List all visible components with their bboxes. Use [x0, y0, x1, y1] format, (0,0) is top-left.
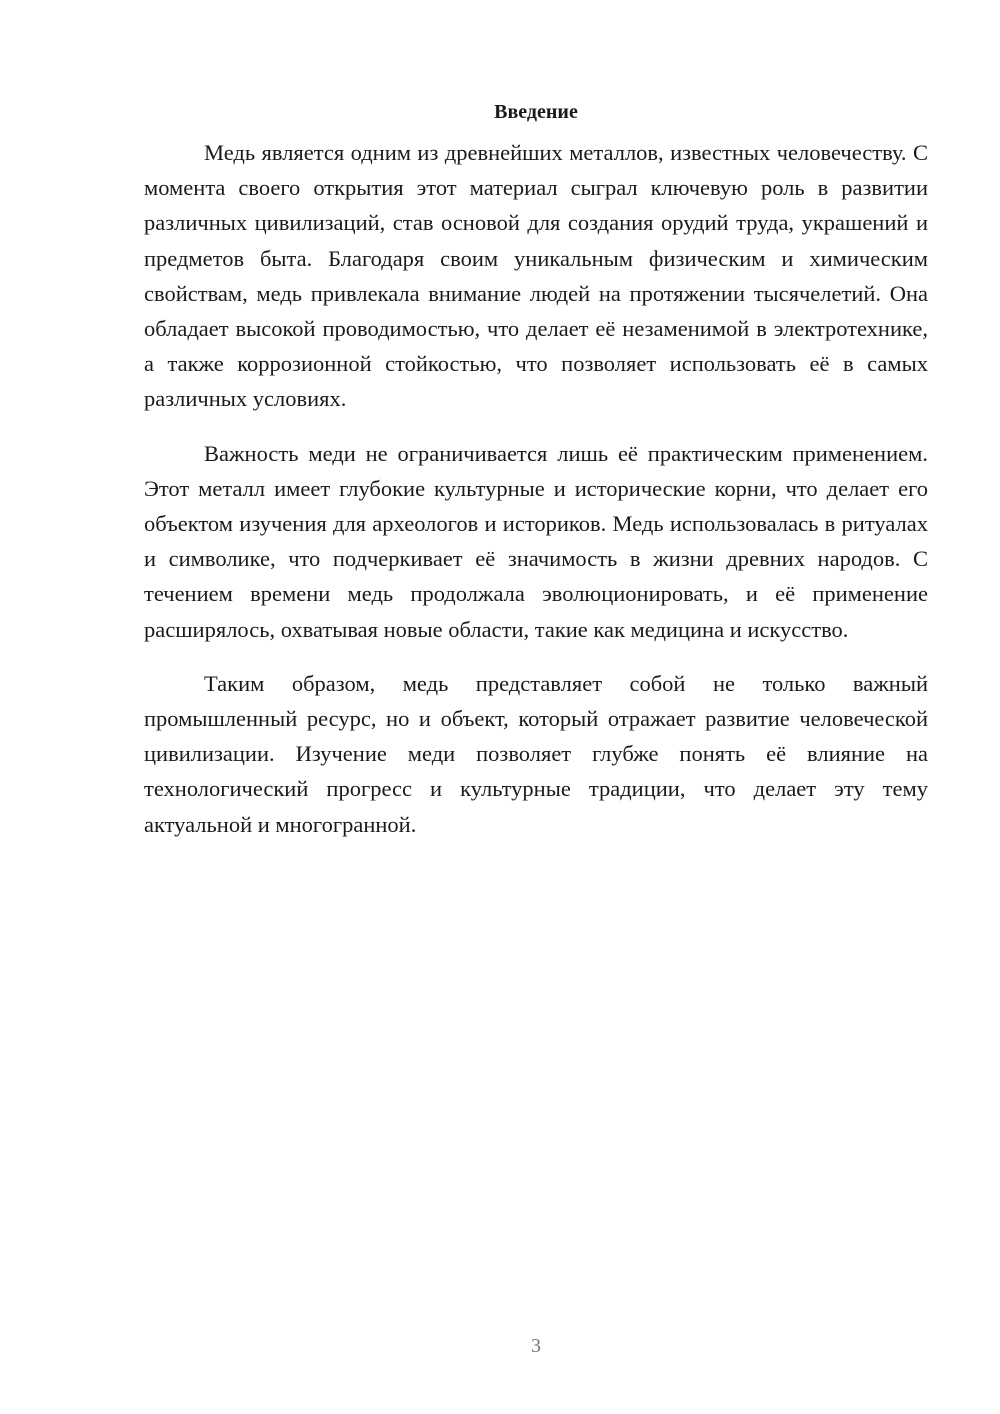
page-number: 3 — [531, 1335, 541, 1357]
paragraph-1: Медь является одним из древнейших металлов, известных человечеству. С момента своего открытия этот материал сыграл ключевую роль в развитии различных цивилизаций, став основой для создания орудий труда, украшений и предметов быта. Благодаря своим уникальным физическим и химическим свойствам, медь привлекала внимание людей на протяжении тысячелетий. Она обладает высокой проводимостью, что делает её незаменимой в электротехнике, а также коррозионной стойкостью, что позволяет использовать её в самых различных условиях. — [144, 140, 928, 412]
paragraph-2: Важность меди не ограничивается лишь её практическим применением. Этот металл имеет глубокие культурные и исторические корни, что делает его объектом изучения для археологов и историков. Медь использовалась в ритуалах и символике, что подчеркивает её значимость в жизни древних народов. С течением времени медь продолжала эволюционировать, и её применение расширялось, охватывая новые области, такие как медицина и искусство. — [144, 440, 928, 642]
page-title: Введение — [494, 101, 578, 123]
page-content — [144, 97, 928, 861]
paragraph-3: Таким образом, медь представляет собой не только важный промышленный ресурс, но и объект, который отражает развитие человеческой цивилизации. Изучение меди позволяет глубже понять её влияние на технологический прогресс и культурные традиции, что делает эту тему актуальной и многогранной. — [144, 670, 928, 837]
